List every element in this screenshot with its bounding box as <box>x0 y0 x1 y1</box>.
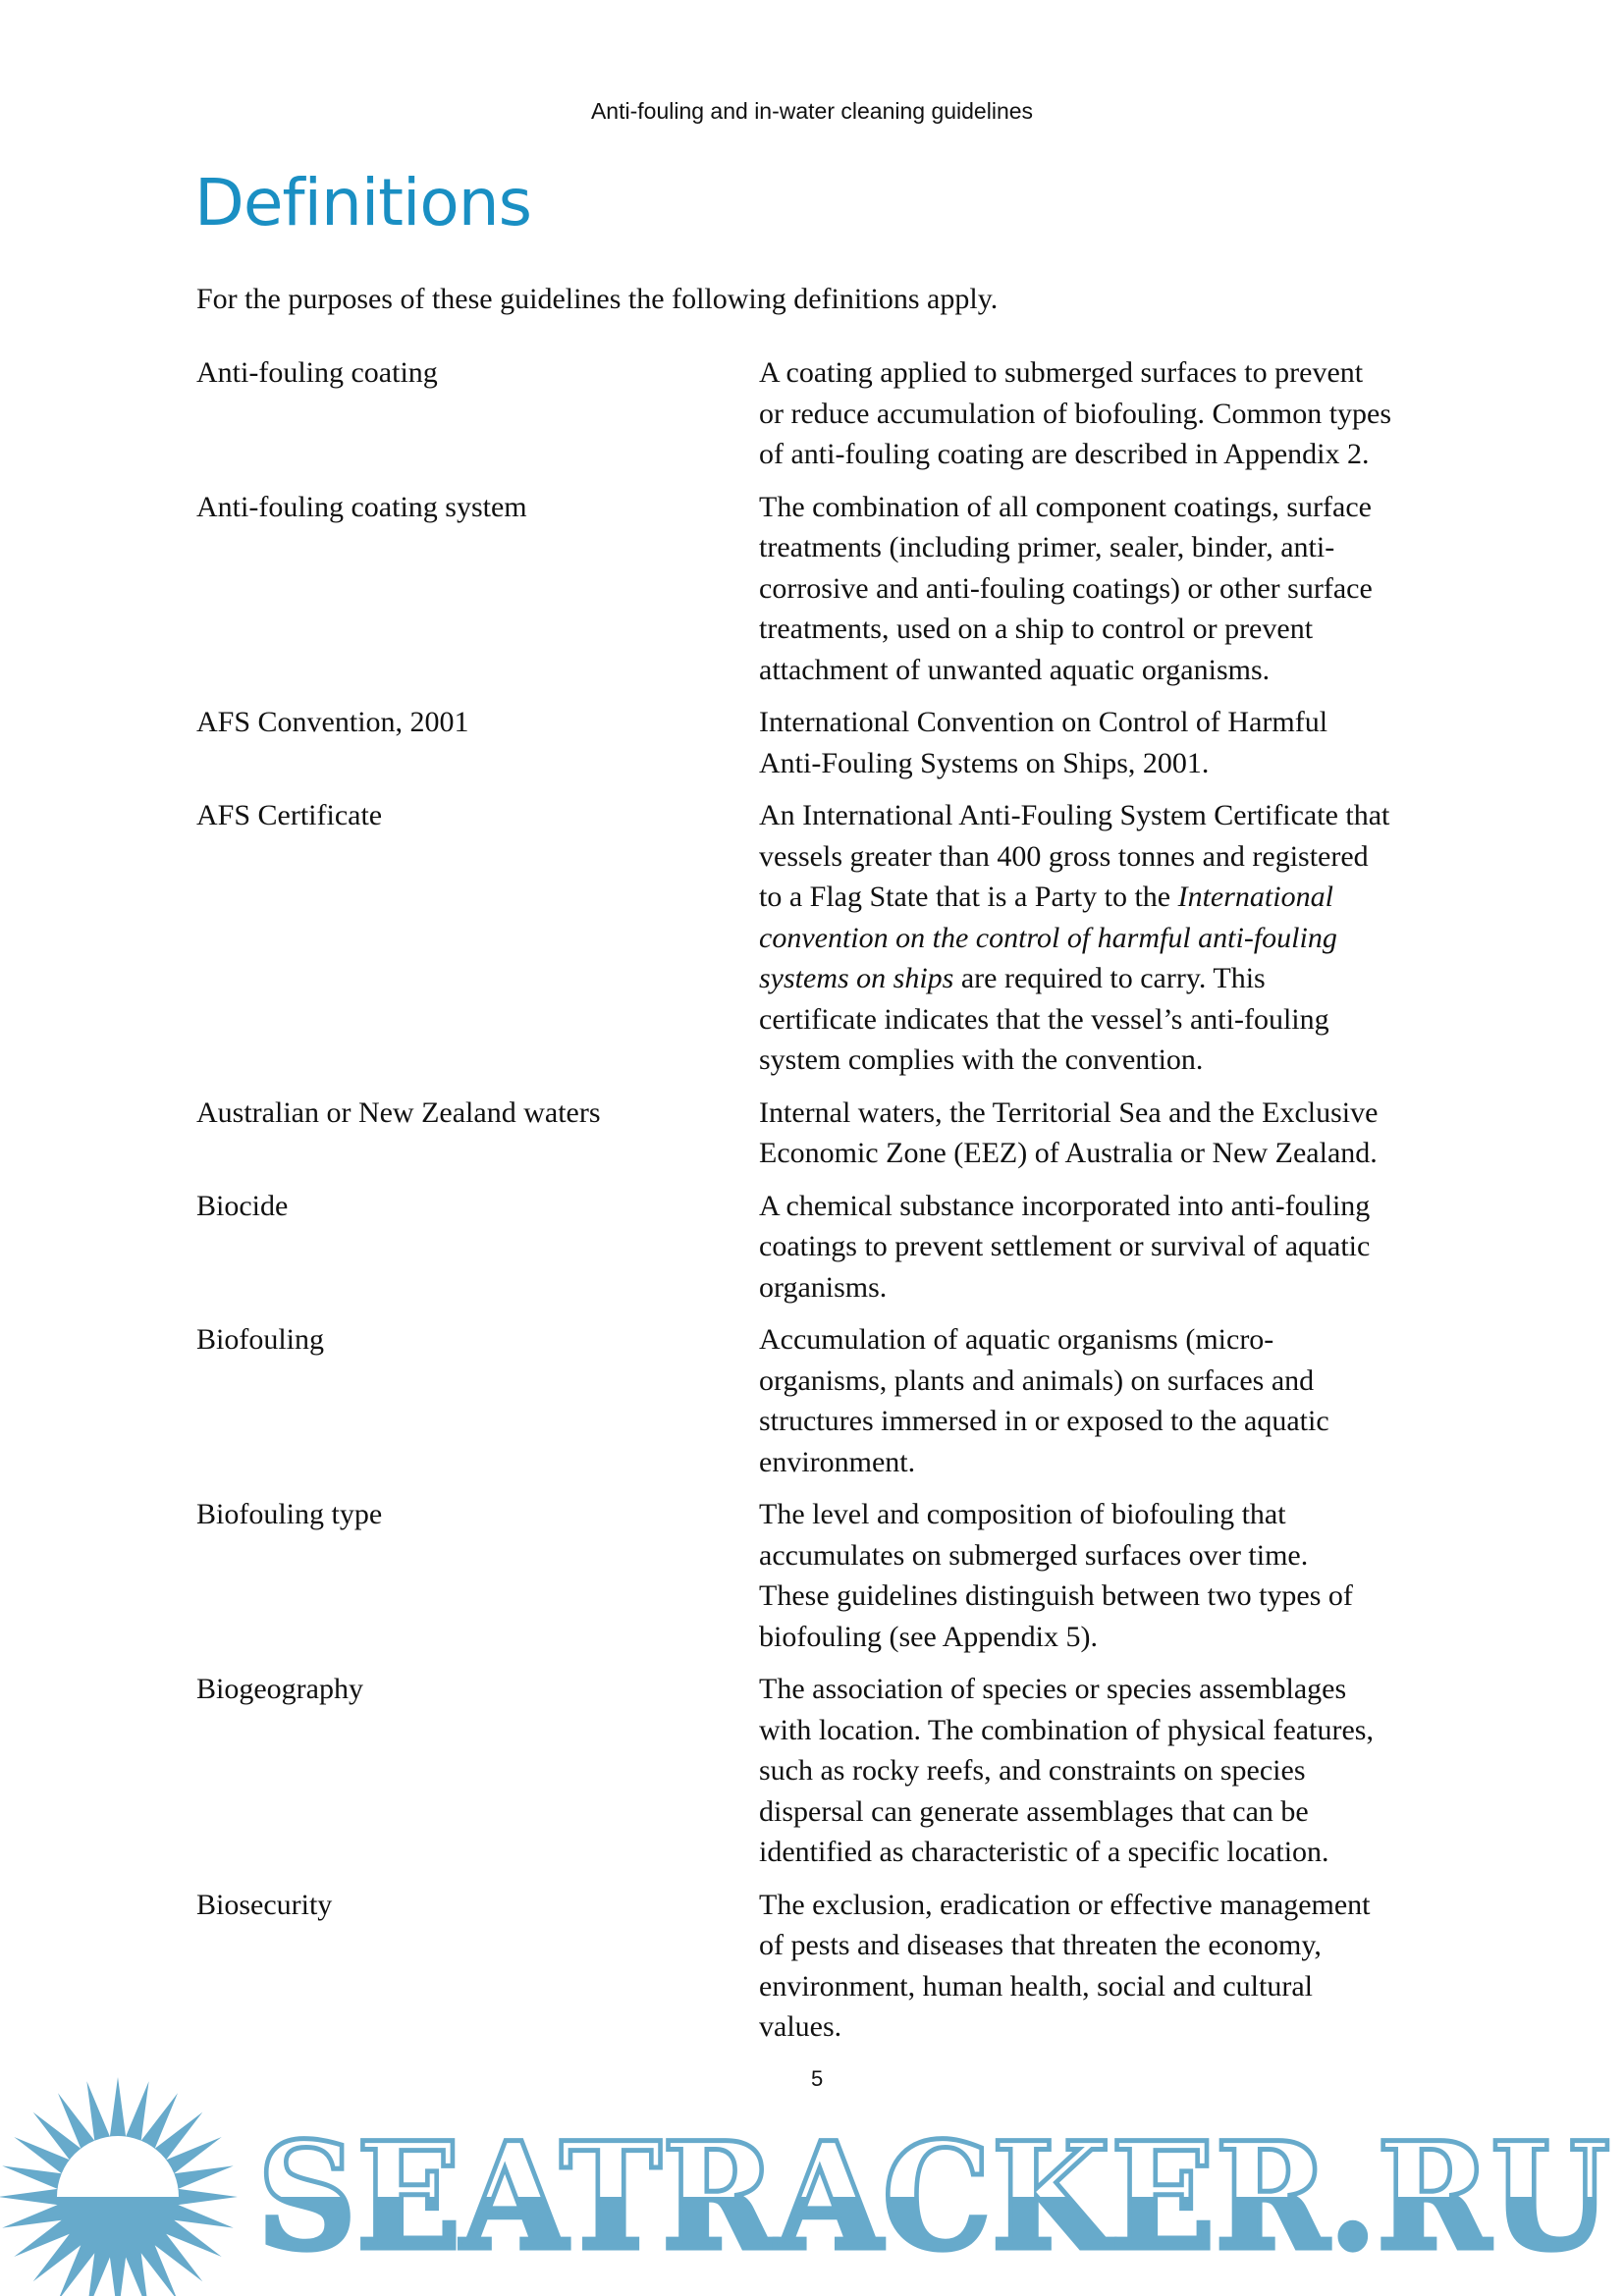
text-segment: These guidelines distinguish between two types of <box>759 1579 1353 1612</box>
running-header: Anti-fouling and in-water cleaning guidelines <box>590 98 1034 124</box>
definition-term: Anti-fouling coating system <box>196 490 527 523</box>
definition-line <box>759 1617 1466 1658</box>
definition-term: Biosecurity <box>196 1888 333 1921</box>
text-segment: or reduce accumulation of biofouling. Common types <box>759 397 1392 430</box>
definition-line <box>759 702 1466 743</box>
definition-line <box>759 1669 1466 1710</box>
definition-line <box>759 1791 1466 1833</box>
definition-row <box>196 1494 1473 1657</box>
text-segment: The combination of all component coatings, surface <box>759 490 1372 523</box>
definition-text <box>759 702 1466 783</box>
text-segment: An International Anti-Fouling System Certificate that <box>759 799 1390 831</box>
text-segment: of anti-fouling coating are described in Appendix 2. <box>759 438 1370 470</box>
definition-line <box>759 836 1466 878</box>
definition-line <box>759 1710 1466 1751</box>
definition-text <box>759 487 1466 691</box>
definition-line <box>759 650 1466 691</box>
text-segment: Anti-Fouling Systems on Ships, 2001. <box>759 746 1210 779</box>
definition-text <box>759 1093 1466 1174</box>
text-segment: system complies with the convention. <box>759 1043 1204 1076</box>
definition-line <box>759 1361 1466 1402</box>
definition-term: Biofouling type <box>196 1498 383 1530</box>
definition-line <box>759 1494 1466 1535</box>
text-segment: values. <box>759 2010 842 2043</box>
definition-row <box>196 1669 1473 1873</box>
definition-line <box>759 1267 1466 1308</box>
definition-line <box>759 1093 1466 1134</box>
definition-line <box>759 1750 1466 1791</box>
definition-line <box>759 394 1466 435</box>
text-segment: The level and composition of biofouling that <box>759 1498 1286 1530</box>
watermark-logo <box>0 2061 1624 2296</box>
definition-row <box>196 795 1473 1081</box>
definition-line <box>759 1133 1466 1174</box>
definition-line <box>759 795 1466 836</box>
definition-term: Biogeography <box>196 1673 363 1705</box>
watermark-text: SEATRACKER.RU <box>257 2110 1610 2283</box>
text-segment: of pests and diseases that threaten the economy, <box>759 1929 1322 1961</box>
definition-line <box>759 1040 1466 1081</box>
definition-row <box>196 1885 1473 2048</box>
definitions-list <box>196 352 1473 2059</box>
text-segment: coatings to prevent settlement or survival of aquatic <box>759 1230 1371 1262</box>
definition-line <box>759 1925 1466 1966</box>
definition-line <box>759 1401 1466 1442</box>
text-segment: structures immersed in or exposed to the aquatic <box>759 1405 1329 1437</box>
definition-line <box>759 918 1466 959</box>
text-segment: A chemical substance incorporated into anti-fouling <box>759 1189 1371 1222</box>
definition-text <box>759 795 1466 1081</box>
definition-line <box>759 999 1466 1041</box>
definition-line <box>759 958 1466 999</box>
definition-term: Australian or New Zealand waters <box>196 1095 601 1129</box>
definition-line <box>759 609 1466 650</box>
definition-row <box>196 1093 1473 1174</box>
text-segment: accumulates on submerged surfaces over time. <box>759 1538 1309 1572</box>
text-segment: Economic Zone (EEZ) of Australia or New Zealand. <box>759 1137 1378 1169</box>
definition-text <box>759 1494 1466 1657</box>
definition-line <box>759 1966 1466 2007</box>
definition-row <box>196 1319 1473 1482</box>
text-segment: are required to carry. This <box>953 962 1266 994</box>
definition-line <box>759 1535 1466 1576</box>
text-segment: The exclusion, eradication or effective management <box>759 1888 1371 1921</box>
definition-line <box>759 877 1466 918</box>
definition-line <box>759 568 1466 610</box>
definition-text <box>759 1186 1466 1308</box>
definition-line <box>759 527 1466 568</box>
definition-line <box>759 1319 1466 1361</box>
definition-line <box>759 1186 1466 1227</box>
definition-line <box>759 1885 1466 1926</box>
definition-row <box>196 702 1473 783</box>
definition-line <box>759 487 1466 528</box>
page-title: Definitions <box>194 165 531 240</box>
text-segment: The association of species or species assemblages <box>759 1673 1347 1705</box>
text-segment: certificate indicates that the vessel’s anti-fouling <box>759 1002 1329 1036</box>
definition-term: AFS Certificate <box>196 799 383 831</box>
italic-segment: convention on the control of harmful anti-fouling <box>759 921 1337 954</box>
definition-row <box>196 1186 1473 1308</box>
text-segment: organisms. <box>759 1270 888 1304</box>
text-segment: with location. The combination of physical features, <box>759 1713 1374 1746</box>
definition-text <box>759 1319 1466 1482</box>
definition-row <box>196 352 1473 475</box>
text-segment: environment, human health, social and cultural <box>759 1969 1313 2002</box>
text-segment: Internal waters, the Territorial Sea and the Exclusive <box>759 1095 1379 1129</box>
definition-line <box>759 1575 1466 1617</box>
italic-segment: systems on ships <box>759 962 954 994</box>
italic-segment: International <box>1177 881 1333 913</box>
definition-text <box>759 1885 1466 2048</box>
intro-paragraph: For the purposes of these guidelines the following definitions apply. <box>196 283 999 315</box>
definition-term: Biofouling <box>196 1323 325 1356</box>
text-segment: such as rocky reefs, and constraints on species <box>759 1754 1306 1787</box>
text-segment: attachment of unwanted aquatic organisms. <box>759 653 1271 686</box>
definition-line <box>759 743 1466 784</box>
definition-line <box>759 1442 1466 1483</box>
definition-line <box>759 1226 1466 1267</box>
definition-line <box>759 352 1466 394</box>
text-segment: to a Flag State that is a Party to the <box>759 881 1178 913</box>
text-segment: biofouling (see Appendix 5). <box>759 1620 1098 1653</box>
definition-line <box>759 1832 1466 1873</box>
definition-text <box>759 352 1466 475</box>
text-segment: identified as characteristic of a specific location. <box>759 1836 1329 1868</box>
text-segment: dispersal can generate assemblages that can be <box>759 1794 1309 1828</box>
definition-line <box>759 434 1466 475</box>
definition-line <box>759 2006 1466 2048</box>
text-segment: A coating applied to submerged surfaces to prevent <box>759 356 1364 389</box>
text-segment: vessels greater than 400 gross tonnes and registered <box>759 839 1369 873</box>
text-segment: treatments, used on a ship to control or prevent <box>759 613 1314 645</box>
text-segment: organisms, plants and animals) on surfaces and <box>759 1363 1315 1397</box>
text-segment: environment. <box>759 1445 916 1478</box>
definition-text <box>759 1669 1466 1873</box>
text-segment: corrosive and anti-fouling coatings) or other surface <box>759 571 1373 605</box>
definition-term: Anti-fouling coating <box>196 356 438 389</box>
text-segment: Accumulation of aquatic organisms (micro- <box>759 1323 1274 1356</box>
definition-row <box>196 487 1473 691</box>
text-segment: International Convention on Control of Harmful <box>759 706 1328 738</box>
text-segment: treatments (including primer, sealer, binder, anti- <box>759 531 1335 563</box>
definition-term: AFS Convention, 2001 <box>196 706 469 738</box>
definition-term: Biocide <box>196 1189 289 1222</box>
page-number: 5 <box>811 2066 824 2091</box>
